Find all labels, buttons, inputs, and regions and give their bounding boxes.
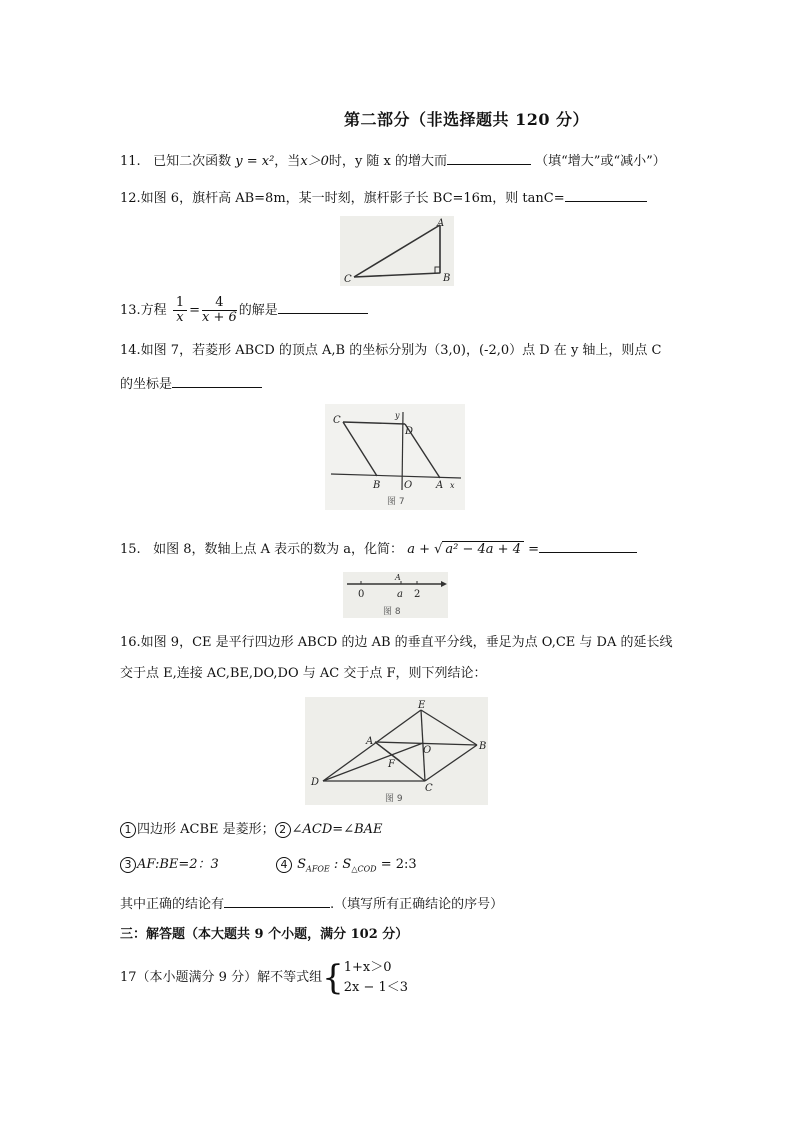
q15-sqrt-sign: √ bbox=[434, 542, 443, 557]
conclusions-row-1 bbox=[120, 821, 383, 839]
fig7-label-b: B bbox=[373, 480, 381, 491]
fig7-label-x: x bbox=[450, 481, 455, 490]
section-title: 第二部分（非选择题共 120 分） bbox=[344, 110, 590, 129]
q12-text: 12.如图 6，旗杆高 AB=8m，某一时刻，旗杆影子长 BC=16m，则 tanC= bbox=[120, 191, 565, 206]
fig8-caption: 图 8 bbox=[383, 607, 401, 617]
q11-condition: x＞0 bbox=[300, 154, 329, 169]
question-16-line-2: 交于点 E,连接 AC,BE,DO,DO 与 AC 交于点 F，则下列结论： bbox=[120, 666, 487, 681]
fig9-label-f: F bbox=[388, 759, 395, 770]
q16-answer-suffix: .（填写所有正确结论的序号） bbox=[330, 897, 504, 912]
q11-number: 11. bbox=[120, 154, 141, 169]
fig7-label-o: O bbox=[404, 480, 413, 491]
q11-text-c: 时， bbox=[328, 154, 355, 169]
fig7-label-c: C bbox=[333, 415, 341, 426]
fig7-label-a: A bbox=[436, 480, 444, 491]
q15-number: 15. bbox=[120, 542, 141, 557]
q13-fraction-1: $\frac{1}{x}$ bbox=[173, 296, 187, 325]
fig6-label-b: B bbox=[443, 273, 451, 284]
fig8-label-a: a bbox=[397, 589, 403, 600]
q16-answer-line bbox=[120, 893, 503, 914]
q17-system bbox=[344, 958, 408, 998]
conclusions-row-2 bbox=[120, 856, 219, 874]
question-17 bbox=[120, 958, 408, 1002]
q11-formula: y = x² bbox=[235, 154, 275, 169]
question-12 bbox=[120, 187, 647, 208]
fig7-label-d: D bbox=[405, 426, 414, 437]
fig8-label-A: A bbox=[395, 573, 401, 582]
q13-fraction-2: $\frac{4}{x + 6}$ bbox=[202, 295, 237, 325]
q11-answer-blank[interactable] bbox=[447, 150, 531, 165]
fig8-label-0: 0 bbox=[358, 589, 365, 600]
question-14-line-2: 的坐标是 bbox=[120, 373, 262, 394]
conclusion-1-marker: 1 bbox=[120, 822, 136, 838]
q15-answer-blank[interactable] bbox=[539, 538, 637, 553]
fig9-label-b: B bbox=[479, 741, 487, 752]
question-16-line-1: 16.如图 9，CE 是平行四边形 ABCD 的边 AB 的垂直平分线，垂足为点 O,CE 与 DA 的延长线 bbox=[120, 635, 673, 650]
figure-8 bbox=[343, 572, 448, 618]
conclusion-2-marker: 2 bbox=[275, 822, 291, 838]
figure-7 bbox=[325, 404, 465, 510]
fig7-label-y: y bbox=[395, 411, 400, 420]
q16-answer-prefix: 其中正确的结论有 bbox=[120, 897, 225, 912]
figure-6-drawing bbox=[340, 216, 454, 286]
q11-hint: （填“增大”或“减小”） bbox=[535, 154, 666, 169]
q17-brace: { bbox=[322, 958, 344, 998]
q16-answer-blank[interactable] bbox=[224, 893, 330, 908]
q12-answer-blank[interactable] bbox=[565, 187, 647, 202]
conclusion-3-text: AF:BE=2：3 bbox=[137, 857, 219, 872]
fig7-caption: 图 7 bbox=[387, 497, 405, 507]
conclusion-4 bbox=[276, 856, 417, 879]
fig9-label-d: D bbox=[311, 777, 320, 788]
question-11 bbox=[120, 150, 666, 171]
question-15 bbox=[120, 538, 637, 559]
fig6-label-a: A bbox=[437, 218, 445, 229]
q13-prefix: 13.方程 bbox=[120, 303, 167, 318]
figure-7-drawing bbox=[325, 404, 465, 510]
q13-equals: = bbox=[189, 303, 201, 318]
fig6-label-c: C bbox=[344, 274, 352, 285]
fig8-label-2: 2 bbox=[414, 589, 421, 600]
fig9-label-o: O bbox=[423, 745, 432, 756]
q11-text-a: 已知二次函数 bbox=[153, 154, 232, 169]
q14-answer-blank[interactable] bbox=[172, 373, 262, 388]
conclusion-4-s1: S bbox=[297, 857, 307, 872]
q15-text: 如图 8，数轴上点 A 表示的数为 a，化简： bbox=[153, 542, 404, 557]
conclusion-4-sub-2: △COD bbox=[351, 864, 377, 874]
part-3-title: 三：解答题（本大题共 9 个小题，满分 102 分） bbox=[120, 927, 409, 942]
conclusion-4-marker: 4 bbox=[276, 857, 292, 873]
conclusion-4-ratio: = 2:3 bbox=[376, 857, 417, 872]
q15-equals: = bbox=[528, 542, 540, 557]
fig9-label-a: A bbox=[366, 736, 374, 747]
conclusion-1-text: 四边形 ACBE 是菱形； bbox=[137, 822, 275, 837]
fig9-label-e: E bbox=[418, 700, 426, 711]
q13-suffix: 的解是 bbox=[238, 303, 278, 318]
q17-inequality-2: 2x − 1＜3 bbox=[343, 980, 409, 995]
conclusion-3-marker: 3 bbox=[120, 857, 136, 873]
q15-expr-a: a + bbox=[407, 542, 430, 557]
q13-answer-blank[interactable] bbox=[278, 299, 368, 314]
q11-text-d: y 随 x 的增大而 bbox=[354, 154, 448, 169]
figure-9-drawing bbox=[305, 697, 488, 805]
q15-radicand: a² − 4a + 4 bbox=[442, 541, 524, 557]
question-14-line-1: 14.如图 7，若菱形 ABCD 的顶点 A,B 的坐标分别为（3,0)，(-2,0）点 D 在 y 轴上，则点 C bbox=[120, 343, 662, 358]
figure-9 bbox=[305, 697, 488, 805]
q17-text: 17（本小题满分 9 分）解不等式组 bbox=[120, 970, 323, 985]
q17-inequality-1: 1+x＞0 bbox=[343, 960, 392, 975]
question-13 bbox=[120, 296, 368, 325]
figure-8-drawing bbox=[343, 572, 448, 618]
conclusion-2-text: ∠ACD=∠BAE bbox=[291, 822, 383, 837]
figure-6 bbox=[340, 216, 454, 286]
conclusion-4-s2: : S bbox=[329, 857, 352, 872]
fig9-caption: 图 9 bbox=[385, 794, 403, 804]
conclusion-4-sub-1: AFOE bbox=[306, 864, 330, 874]
q11-text-b: ，当 bbox=[274, 154, 301, 169]
fig9-label-c: C bbox=[425, 783, 433, 794]
